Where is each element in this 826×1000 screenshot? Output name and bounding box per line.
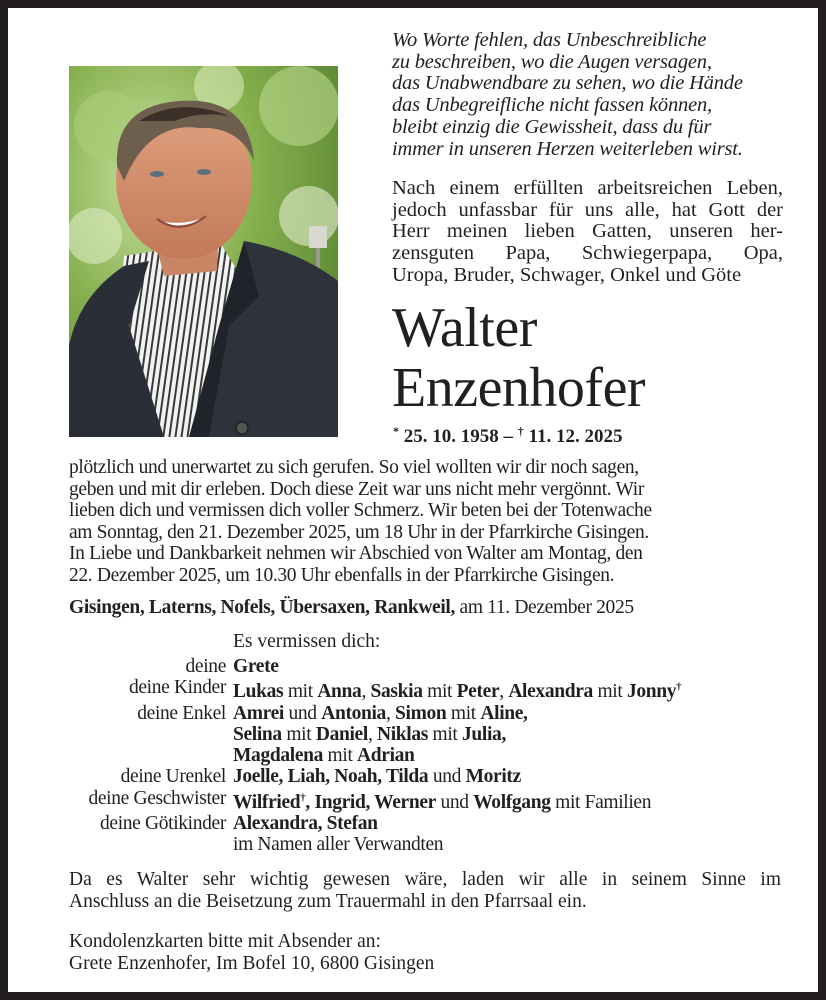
intro-line: Herr meinen lieben Gatten, unseren her- [392,220,783,243]
person-name: , Ingrid, Werner [305,791,436,813]
intro-paragraph [392,178,783,287]
intro-line: Nach einem erfüllten arbeitsreichen Leben, [392,177,783,199]
connector-text: mit [428,723,463,745]
relation-label: deine [185,656,226,677]
mourner-names [233,703,528,724]
intro-line: jedoch unfassbar für uns alle, hat Gott der [392,198,783,221]
connector-text: , [385,702,396,724]
connector-text: im Namen aller Verwandten [233,834,444,856]
person-name: Daniel [315,723,368,745]
connector-text: mit [281,723,316,745]
relation-label [0,745,233,766]
person-name: Lukas [233,681,284,703]
person-name: Anna [317,681,362,703]
relation-label: deine Götikinder [100,813,226,835]
poem-line: zu beschreiben, wo die Augen versagen, [392,50,712,73]
mourner-row [0,656,810,677]
person-name: Wilfried [233,791,301,813]
connector-text: mit [592,681,627,703]
person-name: Alexandra, Stefan [233,813,378,835]
person-name: Grete [233,656,279,677]
body-line: am Sonntag, den 21. Dezember 2025, um 18 Uhr in der Pfarrkirche Gisingen. [69,521,649,543]
body-line: 22. Dezember 2025, um 10.30 Uhr ebenfalls in der Pfarrkirche Gisingen. [69,564,615,586]
relation-label: deine Geschwister [88,787,226,809]
contact-line: Grete Enzenhofer, Im Bofel 10, 6800 Gisingen [69,953,435,974]
cross-icon: † [300,791,306,804]
intro-line: zensguten Papa, Schwiegerpapa, Opa, [392,242,783,265]
condolence-address [69,931,434,975]
death-date: 11. 12. 2025 [528,426,623,447]
deceased-name [392,298,645,418]
mourner-row [0,724,810,745]
portrait-photo [69,66,338,437]
contact-line: Kondolenzkarten bitte mit Absender an: [69,931,381,952]
last-name: Enzenhofer [392,357,646,419]
connector-text: , [499,681,509,703]
relation-label [0,834,233,855]
poem-line: das Unbegreifliche nicht fassen können, [392,94,712,117]
connector-text: mit [283,681,318,703]
birth-symbol: * [393,424,399,438]
person-name: Moritz [465,766,521,788]
place-and-date [69,597,634,619]
mourner-names [233,677,681,702]
connector-text: , [361,681,371,703]
connector-text: und [283,702,322,724]
cross-icon: † [517,424,524,438]
date-separator: – [498,426,518,447]
mourner-names [233,788,651,813]
birth-date: 25. 10. 1958 [403,426,499,447]
connector-text: und [428,766,466,788]
person-name: Saskia [370,681,423,703]
mourner-row [0,677,810,702]
connector-text: mit Familien [550,791,652,813]
poem-line: Wo Worte fehlen, das Unbeschreibliche [392,29,707,51]
places: Gisingen, Laterns, Nofels, Übersaxen, Rankweil, [69,597,456,618]
closing-line: Anschluss an die Beisetzung zum Trauermahl in den Pfarrsaal ein. [69,891,587,912]
body-line: geben und mit dir erleben. Doch diese Zeit war uns nicht mehr vergönnt. Wir [69,478,644,500]
connector-text: , [367,723,377,745]
relation-label: deine Kinder [128,677,226,699]
person-name: Magdalena [233,745,324,767]
body-line: lieben dich und vermissen dich voller Schmerz. Wir beten bei der Totenwache [69,500,652,522]
connector-text: mit [422,681,457,703]
body-line: In Liebe und Dankbarkeit nehmen wir Abschied von Walter am Montag, den [69,543,643,565]
mourner-names [233,813,378,834]
intro-line: Uropa, Bruder, Schwager, Onkel und Göte [392,263,742,286]
cross-icon: † [676,681,682,694]
closing-paragraph [69,869,781,913]
mourner-names [233,745,415,766]
person-name: Adrian [357,745,415,767]
mourner-row [0,745,810,766]
person-name: Niklas [377,723,429,745]
first-name: Walter [392,297,537,359]
portrait-image [69,66,338,437]
person-name: Antonia [321,702,386,724]
life-dates [393,420,622,448]
person-name: Amrei [233,702,284,724]
mourner-names [233,724,506,745]
mourner-names [233,766,521,787]
poem-line: bleibt einzig die Gewissheit, dass du für [392,115,712,138]
mourner-row [0,834,810,855]
person-name: Aline, [480,702,528,724]
relation-label: deine Enkel [137,702,226,724]
mourner-row [0,788,810,813]
mourners-title: Es vermissen dich: [233,631,381,652]
mourner-row [0,703,810,724]
person-name: Wolfgang [473,791,551,813]
person-name: Joelle, Liah, Noah, Tilda [233,766,429,788]
relation-label: deine Urenkel [120,766,226,788]
main-paragraph [69,457,783,587]
poem-line: immer in unseren Herzen weiterleben wirst. [392,137,743,160]
person-name: Jonny [626,681,677,703]
person-name: Julia, [462,723,506,745]
person-name: Selina [233,723,282,745]
mourner-names [233,834,443,855]
relation-label [0,724,233,745]
mourner-row [0,766,810,787]
mourner-row [0,813,810,834]
closing-line: Da es Walter sehr wichtig gewesen wäre, laden wir alle in seinem Sinne im [69,869,781,890]
person-name: Alexandra [508,681,593,703]
connector-text: mit [323,745,358,767]
poem-line: das Unabwendbare zu sehen, wo die Hände [392,72,743,95]
connector-text: mit [446,702,481,724]
mourners-list [0,656,810,856]
mourner-names [233,656,279,677]
date: am 11. Dezember 2025 [455,597,634,618]
person-name: Peter [456,681,500,703]
body-line: plötzlich und unerwartet zu sich gerufen. So viel wollten wir dir noch sagen, [69,457,639,478]
connector-text: und [435,791,474,813]
poem [392,30,792,160]
person-name: Simon [395,702,447,724]
